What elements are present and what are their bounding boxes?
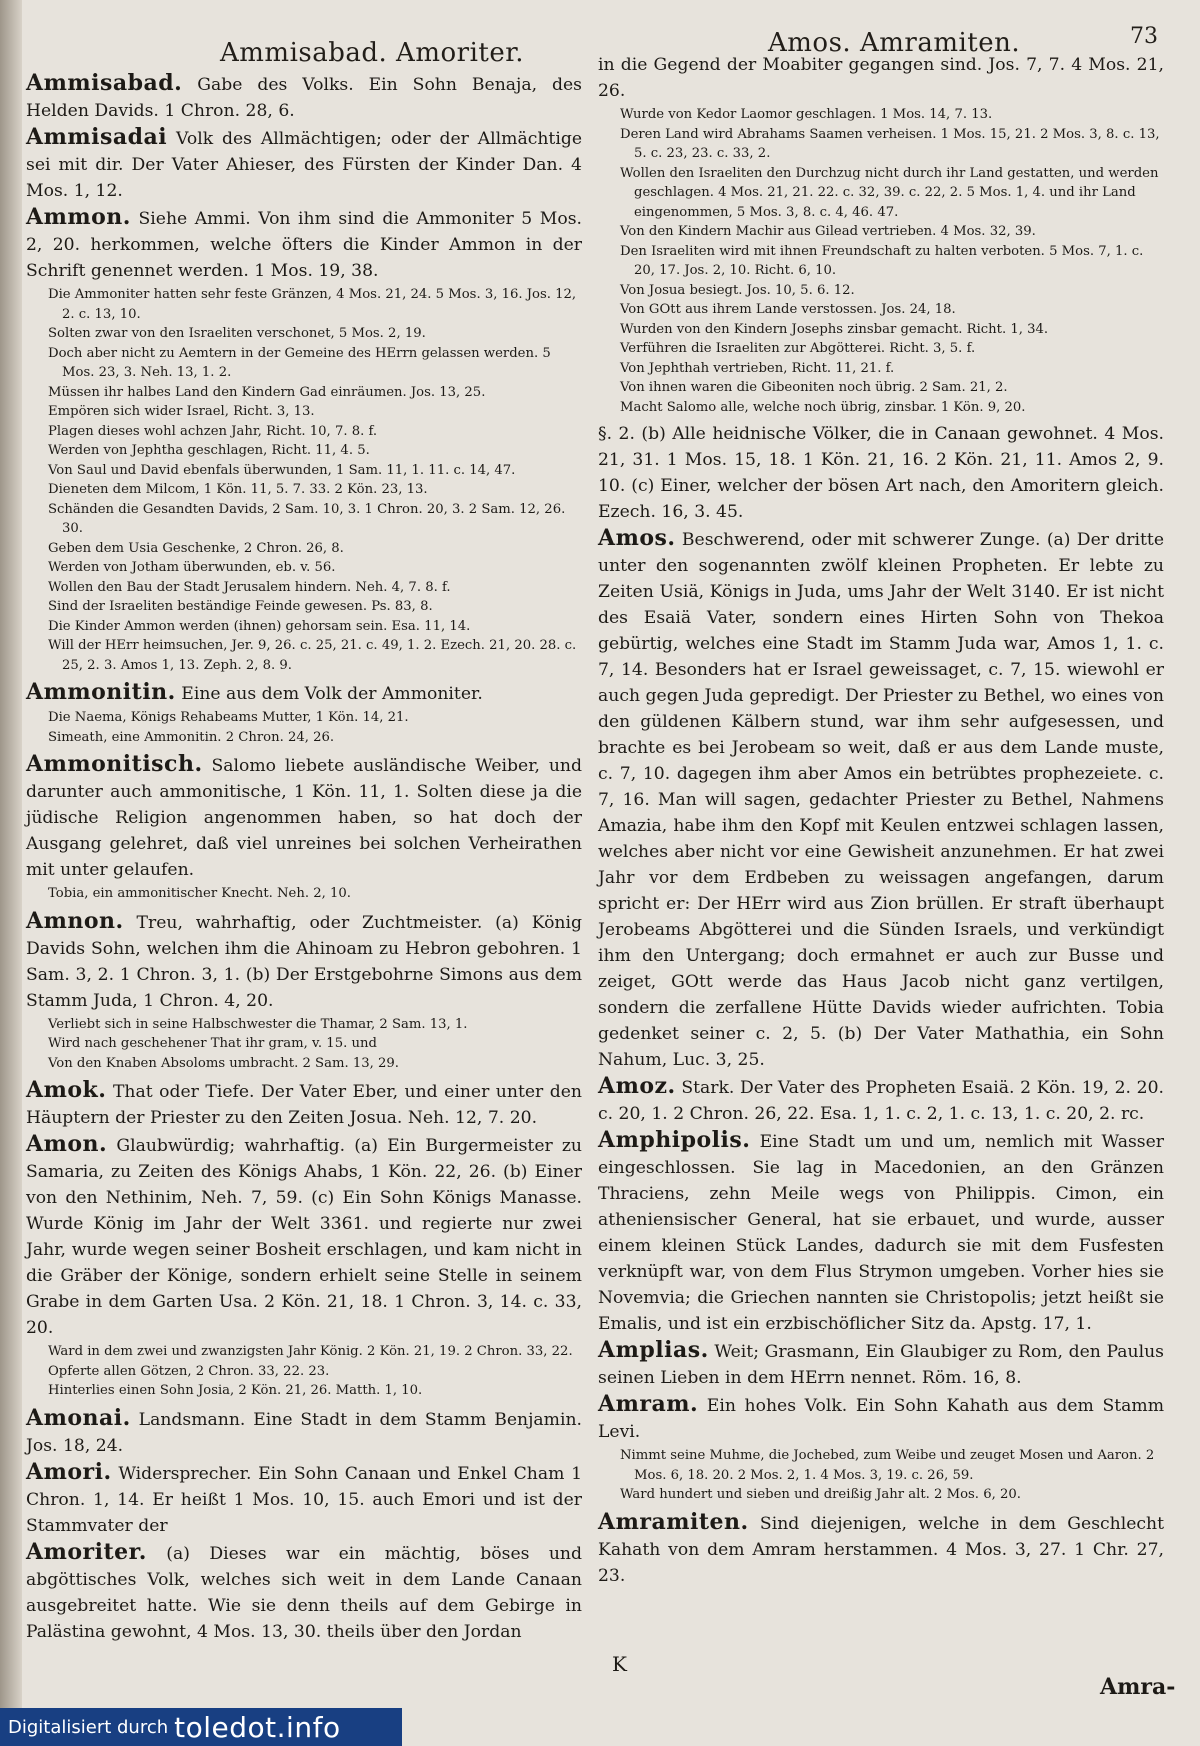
- catchword: Amra-: [1100, 1674, 1176, 1700]
- dictionary-entry: [598, 1391, 1164, 1445]
- entry-headword: Amplias.: [598, 1337, 709, 1363]
- reference-line: Macht Salomo alle, welche noch übrig, zinsbar. 1 Kön. 9, 20.: [620, 399, 1026, 415]
- dictionary-entry: [26, 679, 582, 707]
- reference-line: Ward hundert und sieben und dreißig Jahr alt. 2 Mos. 6, 20.: [620, 1487, 1021, 1502]
- entry-definition: Siehe Ammi. Von ihm sind die Ammoniter 5 Mos. 2, 20. herkommen, welche öfters die Kinder Ammon in der Schrift genennet werden. 1 Mos. 19, 38.: [26, 209, 583, 281]
- reference-line: Werden von Jephtha geschlagen, Richt. 11, 4. 5.: [48, 443, 370, 458]
- dictionary-entry: [26, 1077, 582, 1131]
- right-column-continuation-tail: §. 2. (b) Alle heidnische Völker, die in Canaan gewohnet. 4 Mos. 21, 31. 1 Mos. 15, 18. 1 Kön. 21, 16. 2 Kön. 21, 11. Amos 2, 9. 10. (c) Einer, welcher der bösen Art nach, den Amoritern gleich. Ezech. 16, 3. 45.: [598, 424, 1164, 522]
- dictionary-entry: [26, 751, 582, 883]
- reference-line: Wird nach geschehener That ihr gram, v. 15. und: [48, 1036, 377, 1051]
- reference-line: Plagen dieses wohl achzen Jahr, Richt. 10, 7. 8. f.: [48, 423, 378, 439]
- dictionary-entry: [598, 1509, 1164, 1589]
- reference-line: Von den Knaben Absoloms umbracht. 2 Sam. 13, 29.: [48, 1055, 399, 1071]
- entry-references: [26, 1015, 582, 1074]
- entry-definition: Eine Stadt um und um, nemlich mit Wasser eingeschlossen. Sie lag in Macedonien, an den Gränzen Thraciens, zehn Meile wegs von Philippis. Cimon, ein atheniensischer General, hat sie erbauet, und wurde, ausser einem kleinen Stück Landes, dadurch sie mit dem Fusfesten verknüpft war, von dem Flus Strymon umgeben. Vorher hies sie Novemvia; die Griechen nannten sie Christopolis; jetzt heißt sie Emalis, und ist ein erzbischöflicher Sitz da. Apstg. 17, 1.: [598, 1132, 1164, 1334]
- reference-line: Doch aber nicht zu Aemtern in der Gemeine des HErrn gelassen werden. 5 Mos. 23, 3. Neh. 13, 1. 2.: [48, 345, 551, 380]
- reference-line: Will der HErr heimsuchen, Jer. 9, 26. c. 25, 21. c. 49, 1. 2. Ezech. 21, 20. 28. c. 25, 2. 3. Amos 1, 13. Zeph. 2, 8. 9.: [48, 638, 577, 673]
- dictionary-entry: [598, 1073, 1164, 1127]
- reference-line: Dieneten dem Milcom, 1 Kön. 11, 5. 7. 33. 2 Kön. 23, 13.: [48, 482, 428, 497]
- reference-line: Schänden die Gesandten Davids, 2 Sam. 10, 3. 1 Chron. 20, 3. 2 Sam. 12, 26. 30.: [48, 501, 566, 536]
- reference-line: Deren Land wird Abrahams Saamen verheisen. 1 Mos. 15, 21. 2 Mos. 3, 8. c. 13, 5. c. 23, 23. c. 33, 2.: [620, 126, 1160, 161]
- entry-headword: Amonai.: [26, 1404, 131, 1431]
- reference-line: Die Ammoniter hatten sehr feste Gränzen, 4 Mos. 21, 24. 5 Mos. 3, 16. Jos. 12, 2. c. 13, 10.: [48, 287, 577, 322]
- reference-line: Von Saul und David ebenfals überwunden, 1 Sam. 11, 1. 11. c. 14, 47.: [48, 462, 516, 478]
- entry-references: [26, 708, 582, 747]
- reference-line: Wurde von Kedor Laomor geschlagen. 1 Mos. 14, 7. 13.: [620, 107, 993, 122]
- entry-definition: (a) Dieses war ein mächtig, böses und abgöttisches Volk, welches sich weit in dem Lande Canaan ausgebreitet hatte. Wie sie denn theils auf dem Gebirge in Palästina gewohnt, 4 Mos. 13, 30. theils über den Jordan: [26, 1543, 582, 1642]
- entry-definition: Widersprecher. Ein Sohn Canaan und Enkel Cham 1 Chron. 1, 14. Er heißt 1 Mos. 10, 15. auch Emori und ist der Stammvater der: [26, 1463, 583, 1536]
- entry-headword: Amramiten.: [598, 1508, 749, 1535]
- dictionary-entry: [598, 1127, 1164, 1337]
- watermark-site: toledot.info: [174, 1710, 341, 1744]
- reference-line: Nimmt seine Muhme, die Jochebed, zum Weibe und zeuget Mosen und Aaron. 2 Mos. 6, 18. 20. 2 Mos. 2, 1. 4 Mos. 3, 19. c. 26, 59.: [620, 1448, 1155, 1483]
- book-gutter: [0, 0, 22, 1746]
- reference-line: Von Josua besiegt. Jos. 10, 5. 6. 12.: [620, 282, 855, 298]
- reference-line: Empören sich wider Israel, Richt. 3, 13.: [48, 404, 315, 419]
- digitization-watermark: [0, 1708, 402, 1746]
- entry-definition: That oder Tiefe. Der Vater Eber, und einer unter den Häuptern der Priester zu den Zeiten Josua. Neh. 12, 7. 20.: [26, 1082, 582, 1128]
- entry-definition: Volk des Allmächtigen; oder der Allmächtige sei mit dir. Der Vater Ahieser, des Fürsten der Kinder Dan. 4 Mos. 1, 12.: [26, 129, 582, 201]
- right-column: [598, 52, 1164, 1589]
- dictionary-entry: [598, 525, 1164, 1073]
- dictionary-entry: [26, 1131, 582, 1341]
- entry-references: [26, 285, 582, 675]
- left-column: [26, 70, 582, 1645]
- entry-headword: Amphipolis.: [598, 1127, 751, 1153]
- entry-references: [26, 1342, 582, 1401]
- reference-line: Verliebt sich in seine Halbschwester die Thamar, 2 Sam. 13, 1.: [48, 1016, 468, 1032]
- reference-line: Von GOtt aus ihrem Lande verstossen. Jos. 24, 18.: [620, 302, 956, 317]
- reference-line: Die Naema, Königs Rehabeams Mutter, 1 Kön. 14, 21.: [48, 710, 409, 725]
- reference-line: Sind der Israeliten beständige Feinde gewesen. Ps. 83, 8.: [48, 599, 433, 614]
- right-running-head: Amos. Amramiten.: [768, 28, 1021, 58]
- entry-definition: Weit; Grasmann, Ein Glaubiger zu Rom, den Paulus seinen Lieben in dem HErrn nennet. Röm. 16, 8.: [598, 1342, 1164, 1388]
- entry-definition: Stark. Der Vater des Propheten Esaiä. 2 Kön. 19, 2. 20. c. 20, 1. 2 Chron. 26, 22. Esa. 1, 1. c. 2, 1. c. 13, 1. c. 20, 2. rc.: [598, 1078, 1164, 1124]
- reference-line: Wollen den Bau der Stadt Jerusalem hindern. Neh. 4, 7. 8. f.: [48, 579, 451, 595]
- dictionary-entry: [26, 908, 582, 1014]
- entry-headword: Amos.: [598, 525, 676, 551]
- reference-line: Simeath, eine Ammonitin. 2 Chron. 24, 26.: [48, 729, 335, 745]
- right-column-continuation: in die Gegend der Moabiter gegangen sind. Jos. 7, 7. 4 Mos. 21, 26.: [598, 55, 1164, 101]
- right-column-entries: [598, 525, 1164, 1589]
- entry-definition: Eine aus dem Volk der Ammoniter.: [181, 684, 483, 704]
- entry-references: [26, 884, 582, 904]
- reference-line: Opferte allen Götzen, 2 Chron. 33, 22. 23.: [48, 1363, 330, 1379]
- entry-definition: Gabe des Volks. Ein Sohn Benaja, des Helden Davids. 1 Chron. 28, 6.: [26, 75, 582, 121]
- reference-line: Den Israeliten wird mit ihnen Freundschaft zu halten verboten. 5 Mos. 7, 1. c. 20, 17. Jos. 2, 10. Richt. 6, 10.: [620, 243, 1144, 278]
- reference-line: Die Kinder Ammon werden (ihnen) gehorsam sein. Esa. 11, 14.: [48, 618, 471, 634]
- reference-line: Von Jephthah vertrieben, Richt. 11, 21. f.: [620, 360, 895, 376]
- entry-definition: Beschwerend, oder mit schwerer Zunge. (a) Der dritte unter den sogenannten zwölf kleinen Propheten. Er lebte zu Zeiten Usiä, Königs in Juda, ums Jahr der Welt 3140. Er ist nicht des Esaiä Vater, sondern eines Hirten Sohn von Thekoa gebürtig, welches eine Stadt im Stamm Juda war, Amos 1, 1. c. 7, 14. Besonders hat er Israel geweissaget, c. 7, 15. wiewohl er auch gegen Juda gepredigt. Der Priester zu Bethel, wo eines von den güldenen Kälbern stund, war ihm sehr aufgesessen, und brachte es bei Jerobeam so weit, daß er aus dem Lande muste, c. 7, 10. dagegen ihm aber Amos ein betrübtes prophezeiete. c. 7, 16. Man will sagen, gedachter Priester zu Bethel, Nahmens Amazia, habe ihm den Kopf mit Keulen entzwei schlagen lassen, welches aber nicht vor eine Gewisheit anzunehmen. Er hat zwei Jahr vor dem Erdbeben zu weissagen angefangen, darum spricht er: Der HErr wird aus Zion brüllen. Er straft überhaupt Jerobeams Abgötterei und die Sünden Israels, und verkündigt ihm den Untergang; doch ermahnet er auch zur Busse und zeiget, GOtt werde das Haus Jacob nicht ganz vertilgen, sondern die zerfallene Hütte Davids wieder aufrichten. Tobia gedenket seiner c. 2, 5. (b) Der Vater Mathathia, ein Sohn Nahum, Luc. 3, 25.: [598, 530, 1164, 1070]
- signature-mark: K: [612, 1652, 627, 1676]
- entry-headword: Amori.: [26, 1458, 112, 1485]
- entry-headword: Amoriter.: [26, 1538, 147, 1565]
- dictionary-entry: [26, 70, 582, 124]
- reference-line: Tobia, ein ammonitischer Knecht. Neh. 2, 10.: [48, 886, 351, 901]
- entry-definition: Glaubwürdig; wahrhaftig. (a) Ein Burgermeister zu Samaria, zu Zeiten des Königs Ahabs, 1 Kön. 22, 26. (b) Einer von den Nethinim, Neh. 7, 59. (c) Ein Sohn Königs Manasse. Wurde König im Jahr der Welt 3361. und regierte nur zwei Jahr, wurde wegen seiner Bosheit erschlagen, und kam nicht in die Gräber der Könige, sondern erhielt seine Stelle in seinem Grabe in dem Garten Usa. 2 Kön. 21, 18. 1 Chron. 3, 14. c. 33, 20.: [26, 1136, 582, 1338]
- entry-headword: Ammisabad.: [26, 70, 183, 96]
- reference-line: Ward in dem zwei und zwanzigsten Jahr König. 2 Kön. 21, 19. 2 Chron. 33, 22.: [48, 1344, 573, 1359]
- entry-headword: Amon.: [26, 1131, 108, 1157]
- reference-line: Von den Kindern Machir aus Gilead vertrieben. 4 Mos. 32, 39.: [620, 224, 1036, 239]
- entry-references: [598, 1446, 1164, 1505]
- entry-headword: Amnon.: [26, 907, 124, 934]
- reference-line: Verführen die Israeliten zur Abgötterei. Richt. 3, 5. f.: [620, 341, 976, 356]
- reference-line: Von ihnen waren die Gibeoniten noch übrig. 2 Sam. 21, 2.: [620, 380, 1008, 395]
- reference-line: Hinterlies einen Sohn Josia, 2 Kön. 21, 26. Matth. 1, 10.: [48, 1383, 423, 1398]
- dictionary-entry: [26, 1405, 582, 1459]
- entry-headword: Ammonitin.: [26, 679, 176, 705]
- entry-headword: Amram.: [598, 1391, 699, 1417]
- continuation-references: [598, 105, 1164, 417]
- reference-line: Werden von Jotham überwunden, eb. v. 56.: [48, 560, 336, 575]
- dictionary-entry: [26, 124, 582, 204]
- reference-line: Wurden von den Kindern Josephs zinsbar gemacht. Richt. 1, 34.: [620, 321, 1049, 337]
- page-number: 73: [1130, 24, 1158, 49]
- entry-headword: Ammisadai: [26, 124, 168, 150]
- dictionary-entry: [598, 1337, 1164, 1391]
- reference-line: Müssen ihr halbes Land den Kindern Gad einräumen. Jos. 13, 25.: [48, 384, 486, 400]
- dictionary-entry: [26, 1459, 582, 1539]
- watermark-prefix: Digitalisiert durch: [8, 1716, 169, 1738]
- reference-line: Solten zwar von den Israeliten verschonet, 5 Mos. 2, 19.: [48, 326, 426, 341]
- entry-definition: Treu, wahrhaftig, oder Zuchtmeister. (a) König Davids Sohn, welchen ihm die Ahinoam zu Hebron gebohren. 1 Sam. 3, 2. 1 Chron. 3, 1. (b) Der Erstgebohrne Simons aus dem Stamm Juda, 1 Chron. 4, 20.: [26, 912, 582, 1011]
- entry-headword: Ammon.: [26, 204, 131, 230]
- left-running-head: Ammisabad. Amoriter.: [220, 38, 525, 68]
- entry-headword: Amok.: [26, 1077, 107, 1103]
- entry-headword: Ammonitisch.: [26, 751, 203, 777]
- reference-line: Geben dem Usia Geschenke, 2 Chron. 26, 8.: [48, 540, 344, 556]
- entry-definition: Salomo liebete ausländische Weiber, und darunter auch ammonitische, 1 Kön. 11, 1. Solten diese ja die jüdische Religion angenommen haben, so hat doch der Ausgang gelehret, daß viel unreines bei solchen Verheirathen mit unter gelaufen.: [26, 756, 582, 880]
- entry-definition: Sind diejenigen, welche in dem Geschlecht Kahath von dem Amram herstammen. 4 Mos. 3, 27. 1 Chr. 27, 23.: [598, 1513, 1164, 1586]
- dictionary-entry: [26, 204, 582, 284]
- entry-headword: Amoz.: [598, 1073, 676, 1099]
- entry-definition: Ein hohes Volk. Ein Sohn Kahath aus dem Stamm Levi.: [598, 1396, 1164, 1442]
- dictionary-entry: [26, 1539, 582, 1645]
- reference-line: Wollen den Israeliten den Durchzug nicht durch ihr Land gestatten, und werden geschlagen. 4 Mos. 21, 21. 22. c. 32, 39. c. 22, 2. 5 Mos. 1, 4. und ihr Land eingenommen, 5 Mos. 3, 8. c. 4, 46. 47.: [620, 165, 1159, 220]
- entry-definition: Landsmann. Eine Stadt in dem Stamm Benjamin. Jos. 18, 24.: [26, 1409, 582, 1456]
